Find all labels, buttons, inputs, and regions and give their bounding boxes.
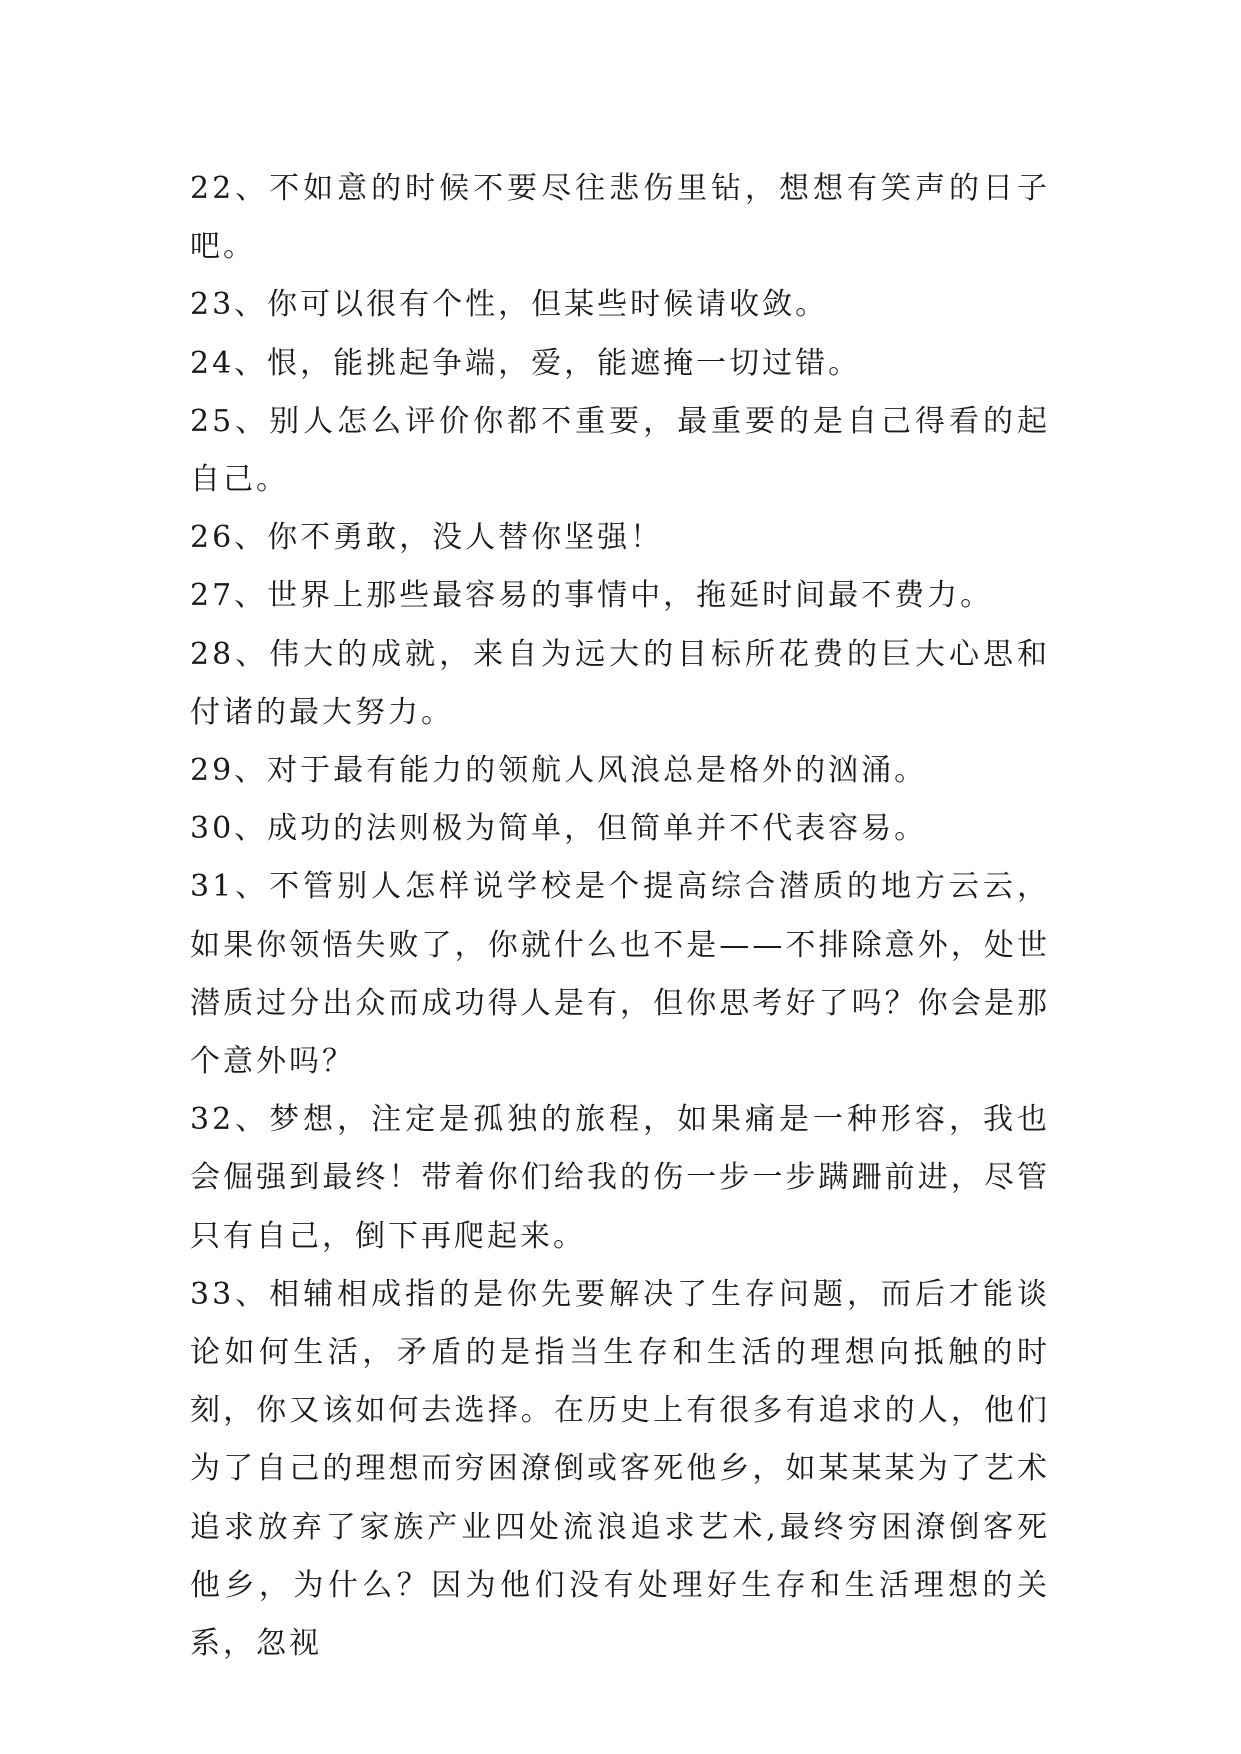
paragraph-23: 23、你可以很有个性，但某些时候请收敛。 [190, 287, 829, 323]
paragraph-24: 24、恨，能挑起争端，爱，能遮掩一切过错。 [190, 345, 862, 381]
document-body [190, 160, 1050, 1673]
paragraph-22: 22、不如意的时候不要尽往悲伤里钻，想想有笑声的日子吧。 [190, 171, 1050, 265]
paragraph-25: 25、别人怎么评价你都不重要，最重要的是自己得看的起自己。 [190, 403, 1050, 498]
paragraph-26: 26、你不勇敢，没人替你坚强！ [190, 520, 664, 556]
paragraph-31: 31、不管别人怎样说学校是个提高综合潜质的地方云云，如果你领悟失败了，你就什么也不是——不排除意外，处世潜质过分出众而成功得人是有，但你思考好了吗？你会是那个意外吗？ [190, 869, 1050, 1080]
paragraph-30: 30、成功的法则极为简单，但简单并不代表容易。 [190, 811, 928, 847]
paragraph-29: 29、对于最有能力的领航人风浪总是格外的汹涌。 [190, 753, 928, 789]
paragraph-28: 28、伟大的成就，来自为远大的目标所花费的巨大心思和付诸的最大努力。 [190, 636, 1050, 730]
paragraph-33: 33、相辅相成指的是你先要解决了生存问题，而后才能谈论如何生活，矛盾的是指当生存和生活的理想向抵触的时刻，你又该如何去选择。在历史上有很多有追求的人，他们为了自己的理想而穷困潦倒或客死他乡，如某某某为了艺术追求放弃了家族产业四处流浪追求艺术,最终穷困潦倒客死他乡，为什么？因为他们没有处理好生存和生活理想的关系，忽视 [190, 1276, 1050, 1662]
paragraph-27: 27、世界上那些最容易的事情中，拖延时间最不费力。 [190, 578, 994, 614]
paragraph-32: 32、梦想，注定是孤独的旅程，如果痛是一种形容，我也会倔强到最终！带着你们给我的伤一步一步蹒跚前进，尽管只有自己，倒下再爬起来。 [190, 1102, 1050, 1254]
